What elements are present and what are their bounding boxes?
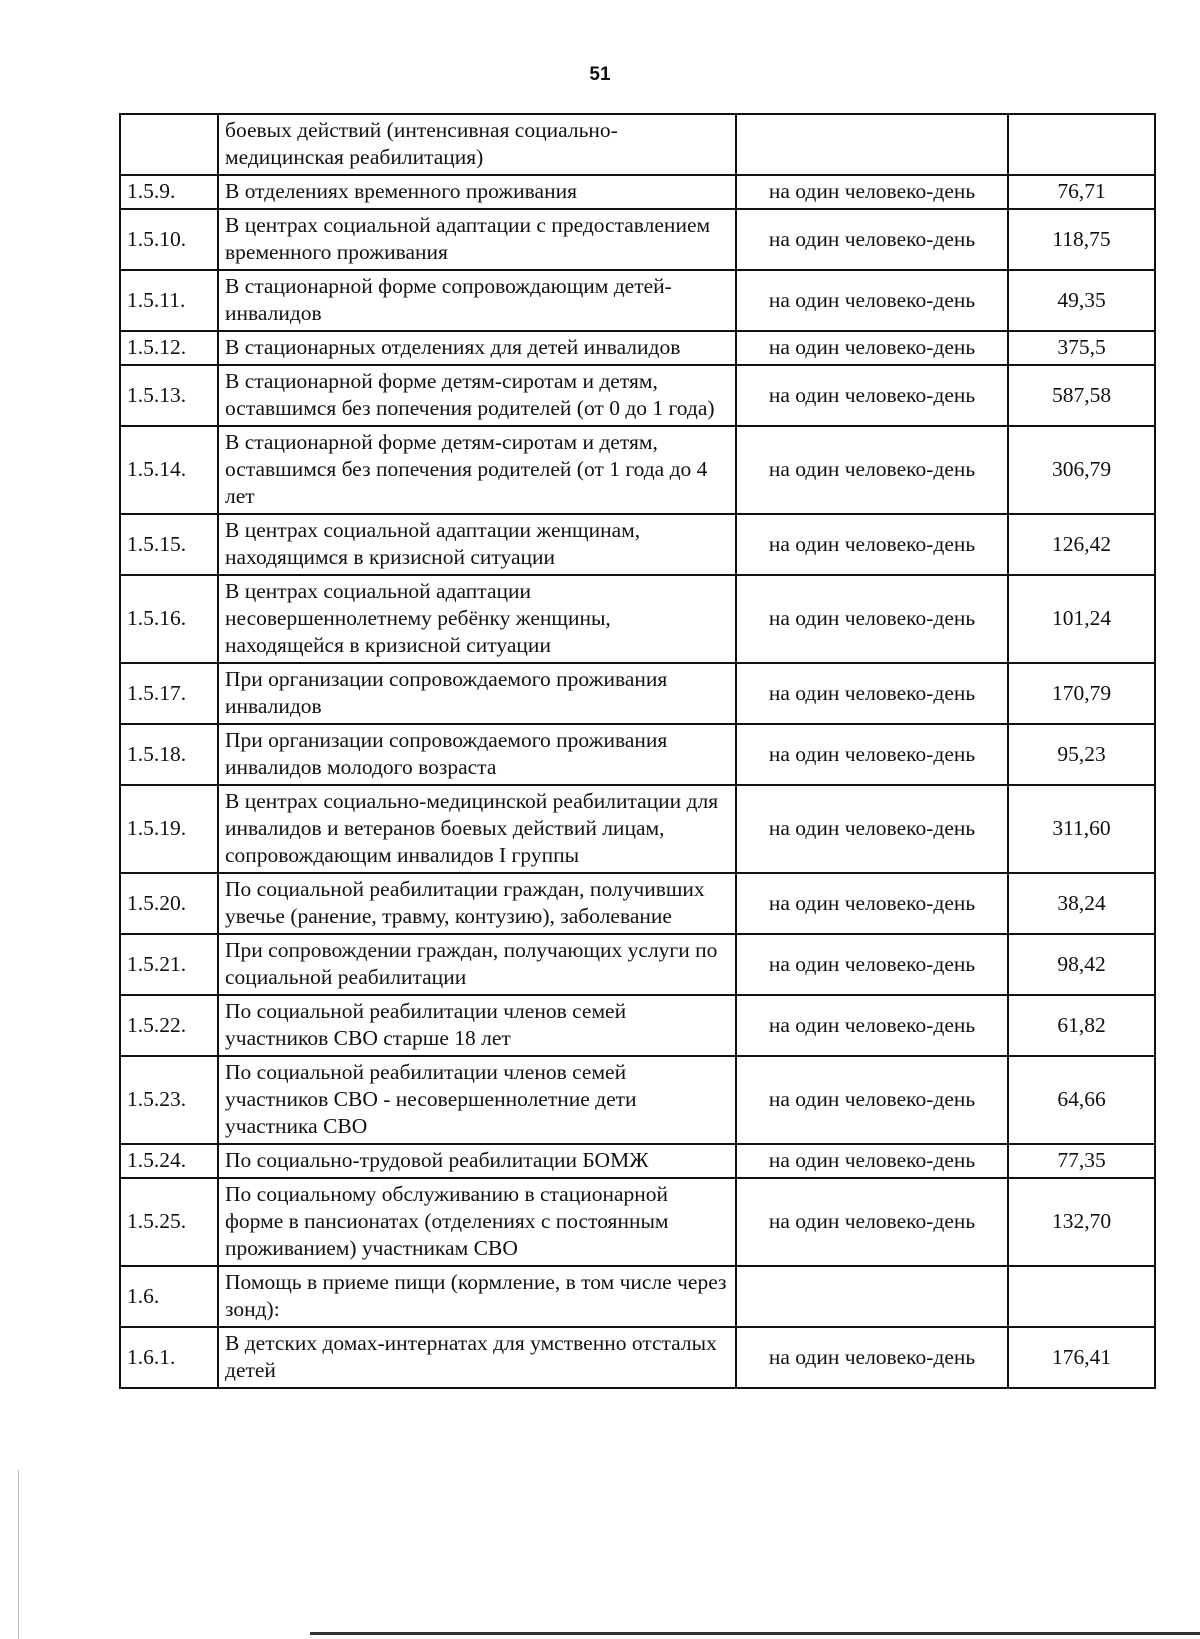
row-value: 49,35	[1008, 270, 1155, 331]
row-number: 1.5.25.	[120, 1178, 218, 1266]
row-unit: на один человеко-день	[736, 1327, 1008, 1388]
row-value: 306,79	[1008, 426, 1155, 514]
row-unit: на один человеко-день	[736, 995, 1008, 1056]
row-description: В отделениях временного проживания	[218, 175, 736, 209]
row-description: По социальному обслуживанию в стационарной форме в пансионатах (отделениях с постоянным проживанием) участникам СВО	[218, 1178, 736, 1266]
scan-artifact-left	[18, 1470, 19, 1639]
row-number: 1.5.10.	[120, 209, 218, 270]
row-number: 1.5.15.	[120, 514, 218, 575]
table-row	[120, 365, 1155, 426]
row-description: В стационарной форме детям-сиротам и детям, оставшимся без попечения родителей (от 0 до 1 года)	[218, 365, 736, 426]
row-unit: на один человеко-день	[736, 575, 1008, 663]
row-description: По социальной реабилитации граждан, получивших увечье (ранение, травму, контузию), заболевание	[218, 873, 736, 934]
row-unit: на один человеко-день	[736, 1056, 1008, 1144]
row-number: 1.5.11.	[120, 270, 218, 331]
row-description: При организации сопровождаемого проживания инвалидов молодого возраста	[218, 724, 736, 785]
row-unit: на один человеко-день	[736, 785, 1008, 873]
row-value: 132,70	[1008, 1178, 1155, 1266]
row-number: 1.5.21.	[120, 934, 218, 995]
row-number: 1.5.14.	[120, 426, 218, 514]
table-row	[120, 873, 1155, 934]
row-description: В центрах социальной адаптации женщинам, находящимся в кризисной ситуации	[218, 514, 736, 575]
table-row	[120, 270, 1155, 331]
row-unit: на один человеко-день	[736, 175, 1008, 209]
row-description: По социальной реабилитации членов семей участников СВО старше 18 лет	[218, 995, 736, 1056]
row-number: 1.5.19.	[120, 785, 218, 873]
row-number: 1.5.12.	[120, 331, 218, 365]
row-unit: на один человеко-день	[736, 1178, 1008, 1266]
row-description: По социальной реабилитации членов семей участников СВО - несовершеннолетние дети участника СВО	[218, 1056, 736, 1144]
row-number	[120, 114, 218, 175]
row-value	[1008, 1266, 1155, 1327]
row-value: 64,66	[1008, 1056, 1155, 1144]
row-unit	[736, 1266, 1008, 1327]
row-unit: на один человеко-день	[736, 514, 1008, 575]
row-description: В центрах социальной адаптации несовершеннолетнему ребёнку женщины, находящейся в кризисной ситуации	[218, 575, 736, 663]
row-description: В центрах социальной адаптации с предоставлением временного проживания	[218, 209, 736, 270]
row-number: 1.5.23.	[120, 1056, 218, 1144]
row-number: 1.5.24.	[120, 1144, 218, 1178]
row-unit: на один человеко-день	[736, 1144, 1008, 1178]
row-value	[1008, 114, 1155, 175]
row-value: 126,42	[1008, 514, 1155, 575]
table-row	[120, 114, 1155, 175]
row-unit: на один человеко-день	[736, 331, 1008, 365]
row-number: 1.6.	[120, 1266, 218, 1327]
row-description: В стационарных отделениях для детей инвалидов	[218, 331, 736, 365]
row-description: При организации сопровождаемого проживания инвалидов	[218, 663, 736, 724]
row-value: 375,5	[1008, 331, 1155, 365]
table-row	[120, 1266, 1155, 1327]
row-number: 1.5.13.	[120, 365, 218, 426]
table-row	[120, 724, 1155, 785]
row-unit: на один человеко-день	[736, 209, 1008, 270]
row-value: 98,42	[1008, 934, 1155, 995]
table-row	[120, 209, 1155, 270]
row-description: В стационарной форме сопровождающим детей-инвалидов	[218, 270, 736, 331]
row-description: Помощь в приеме пищи (кормление, в том числе через зонд):	[218, 1266, 736, 1327]
row-value: 101,24	[1008, 575, 1155, 663]
row-number: 1.6.1.	[120, 1327, 218, 1388]
table-row	[120, 426, 1155, 514]
row-unit: на один человеко-день	[736, 270, 1008, 331]
table-row	[120, 1178, 1155, 1266]
table-row	[120, 785, 1155, 873]
scan-artifact-bottom	[310, 1632, 1200, 1635]
table-row	[120, 175, 1155, 209]
table-row	[120, 995, 1155, 1056]
row-number: 1.5.17.	[120, 663, 218, 724]
table-row	[120, 1056, 1155, 1144]
table-row	[120, 934, 1155, 995]
row-number: 1.5.22.	[120, 995, 218, 1056]
page-number: 51	[589, 64, 611, 85]
row-description: В стационарной форме детям-сиротам и детям, оставшимся без попечения родителей (от 1 года до 4 лет	[218, 426, 736, 514]
row-number: 1.5.16.	[120, 575, 218, 663]
row-unit: на один человеко-день	[736, 873, 1008, 934]
table-row	[120, 575, 1155, 663]
table-row	[120, 1327, 1155, 1388]
row-value: 118,75	[1008, 209, 1155, 270]
tariff-table	[119, 113, 1156, 1389]
row-number: 1.5.18.	[120, 724, 218, 785]
row-value: 38,24	[1008, 873, 1155, 934]
row-description: боевых действий (интенсивная социально-медицинская реабилитация)	[218, 114, 736, 175]
row-unit: на один человеко-день	[736, 663, 1008, 724]
row-description: В детских домах-интернатах для умственно отсталых детей	[218, 1327, 736, 1388]
row-value: 61,82	[1008, 995, 1155, 1056]
row-value: 77,35	[1008, 1144, 1155, 1178]
table-row	[120, 514, 1155, 575]
row-description: При сопровождении граждан, получающих услуги по социальной реабилитации	[218, 934, 736, 995]
row-description: В центрах социально-медицинской реабилитации для инвалидов и ветеранов боевых действий лицам, сопровождающим инвалидов I группы	[218, 785, 736, 873]
row-value: 176,41	[1008, 1327, 1155, 1388]
row-number: 1.5.20.	[120, 873, 218, 934]
row-value: 95,23	[1008, 724, 1155, 785]
row-value: 76,71	[1008, 175, 1155, 209]
row-unit: на один человеко-день	[736, 724, 1008, 785]
row-value: 587,58	[1008, 365, 1155, 426]
row-value: 311,60	[1008, 785, 1155, 873]
row-unit: на один человеко-день	[736, 934, 1008, 995]
row-unit: на один человеко-день	[736, 365, 1008, 426]
row-unit: на один человеко-день	[736, 426, 1008, 514]
row-description: По социально-трудовой реабилитации БОМЖ	[218, 1144, 736, 1178]
row-value: 170,79	[1008, 663, 1155, 724]
table-row	[120, 1144, 1155, 1178]
row-number: 1.5.9.	[120, 175, 218, 209]
row-unit	[736, 114, 1008, 175]
table-row	[120, 331, 1155, 365]
table-row	[120, 663, 1155, 724]
